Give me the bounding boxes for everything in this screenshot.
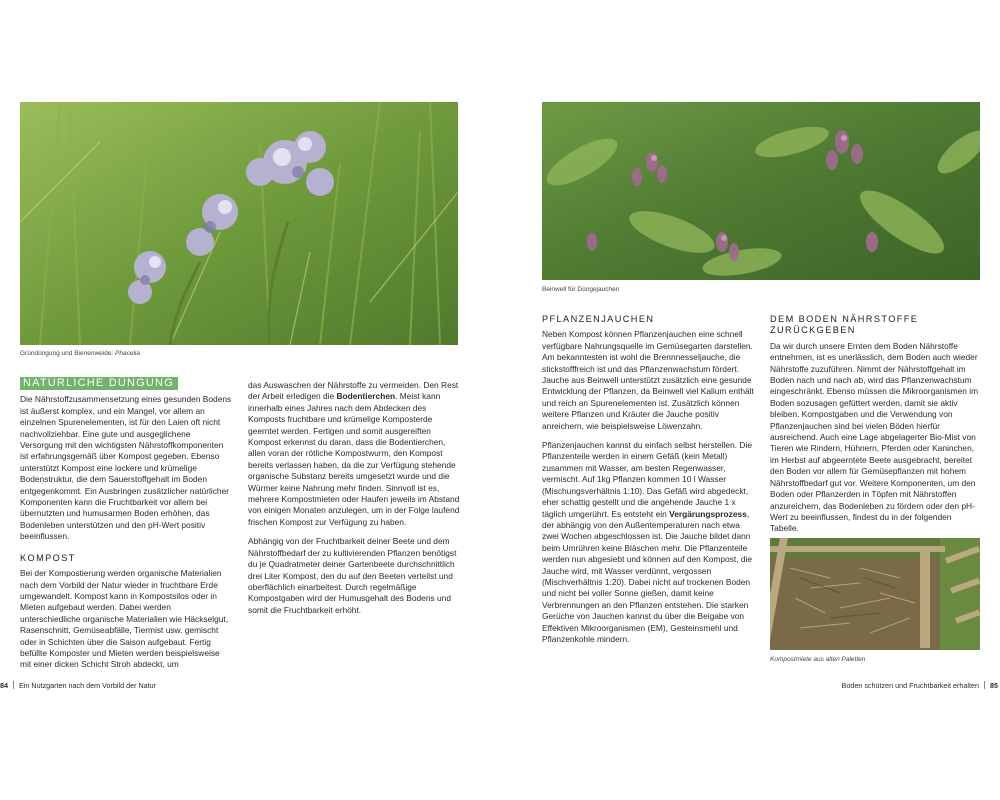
running-title-left: Ein Nutzgarten nach dem Vorbild der Natur [19,681,157,690]
paragraph: Da wir durch unsere Ernten dem Boden Nährstoffe entnehmen, ist es unerlässlich, dem Boden auch wieder Nährstoffe zuzuführen. Nimmt der Nährstoffgehalt im Boden nach und nach ab, wird das Pflanzenwachstum eingeschränkt. Ebenso müssen die Mikroorganismen im Boden sozusagen gefüttert werden, damit sie aktiv bleiben. Kompostgaben und die Verwendung von Pflanzenjauchen sind bei vielen Böden hierfür ausreichend. Auch eine Lage abgelagerter Bio-Mist von Tieren wie Rindern, Hühnern, Pferden oder Kaninchen, im Herbst auf abgeerntete Beete ausgebracht, bereitet den Boden vor allem für Gemüsepflanzen mit hohem Nährstoffbedarf gut vor. Weitere Komponenten, um den Boden oder Pflanzerden in Töpfen mit Nährstoffen anzureichern, das Bodenleben zu fördern oder den pH-Wert zu beeinflussen, findest du in der folgenden Tabelle. [770,340,979,534]
phacelia-photo [20,102,458,345]
beinwell-caption: Beinwell für Düngejauchen [542,286,620,293]
paragraph [542,440,754,645]
paragraph: Die Nährstoffzusammensetzung eines gesunden Bodens ist äußerst komplex, und ein Mangel, vor allem an einzelnen Spurenelementen, ist für den Laien oft nicht nachvollziehbar. Eine gute und ausgeglichene Versorgung mit den wichtigsten Nährstoffkomponenten ist erfahrungsgemäß über Kompost gegeben. Ebenso unterstützt Kompost eine lockere und krümelige Bodenstruktur, die dem Sauerstoffgehalt im Boden entgegenkommt. Ein Ausbringen zusätzlicher natürlicher Komponenten kann die Fruchtbarkeit vor allem bei übernutzten und humusarmen Boden erhöhen, das Bodenleben unterstützen und den pH-Wert positiv beeinflussen. [20,394,232,542]
right-footer [842,681,998,690]
bold-term-bodentierchen: Bodentierchen [336,391,396,402]
compost-pallet-photo [770,538,980,650]
text-run: , der abhängig von den Außentemperaturen nach etwa zwei Wochen abgeschlossen ist. Die Jauche bildet dann beim Umrühren keine Bläschen mehr. Die Pflanzenteile werden nun abgesiebt und können auf den Kompost, die Jauche wird, mit Wasser verdünnt, vergossen (Mischverhältnis 1:20). Dabei nicht auf trockenen Boden und nicht bei voller Sonne gießen, damit keine Verbrennungen an den Pflanzen entstehen. Die starken Gerüche von Jauchen kannst du über die Beigabe von Effektiven Mikroorganismen (EM), Gesteinsmehl und Pflanzenkohle mindern. [542,508,752,644]
heading-natuerliche-duengung: NATÜRLICHE DÜNGUNG [20,377,178,390]
heading-pflanzenjauchen: PFLANZENJAUCHEN [542,314,655,324]
text-run: . Meist kann innerhalb eines Jahres nach dem Abdecken des Komposts fruchtbare und krümelige Komposterde geerntet werden. Fertigen und somit ausgereiften Kompost erkennst du daran, dass die Bodentierchen, allen voran der rötliche Kompostwurm, den Kompost bereits verlassen haben, da die zur Verfügung stehende organische Substanz bereits umgesetzt wurde und die Würmer keine Nahrung mehr finden. Sinnvoll ist es, mehrere Kompostmieten oder Haufen jeweils im Abstand von einigen Monaten anzulegen, um in der Folge laufend frischen Kompost zur Verfügung zu haben. [248,391,460,527]
caption-species: Phacelia [115,350,140,357]
left-column-2 [248,380,460,616]
paragraph: Neben Kompost können Pflanzenjauchen eine schnell verfügbare Nahrungsquelle im Gemüsegarten darstellen. Am bekanntesten ist wohl die Brennnesseljauche, die stickstofffreich ist und das Pflanzenwachstum fördert. Jauche aus Beinwell unterstützt zusätzlich eine gesunde Entwicklung der Pflanzen, da Beinwell viel Kalium enthält und reich an Spurenelementen ist. Zusätzlich können weitere Pflanzen und Kräuter die Jauche positiv anreichern, wie beispielsweise Löwenzahn. [542,329,754,431]
beinwell-photo [542,102,980,280]
paragraph: Abhängig von der Fruchtbarkeit deiner Beete und dem Nährstoffbedarf der zu kultivierenden Pflanzen benötigst du je Quadratmeter deiner Gartenbeete durchschnittlich drei Liter Kompost, den du auf den Beeten verteilst und oberflächlich einarbeitest. Durch regelmäßige Kompostgaben wird der Humusgehalt des Bodens und somit die Fruchtbarkeit erhöht. [248,536,457,615]
paragraph: Bei der Kompostierung werden organische Materialien nach dem Vorbild der Natur wieder in fruchtbare Erde umgewandelt. Kompost kann in Kompostsilos oder in Mieten aufgebaut werden. Dabei werden unterschiedliche organische Materialien wie Häckselgut, Rasenschnitt, Gemüseabfälle, Tiermist usw. gemischt oder in Schichten über die Saison aufgebaut. Fertig befüllte Komposter und Mieten werden beispielsweise mit einer dicken Schicht Stroh abdeckt, um [20,568,229,670]
footer-divider [13,681,14,689]
page-number-left: 84 [0,681,8,690]
footer-divider [984,681,985,689]
heading-kompost: KOMPOST [20,552,76,563]
compost-caption: Kompostmiete aus alten Paletten [770,656,866,663]
right-column-1 [542,314,754,645]
paragraph [248,380,460,528]
left-column-1 [20,377,232,671]
bold-term-vergaerungsprozess: Vergärungsprozess [669,508,747,519]
left-footer [0,681,156,690]
text-run: das Auswaschen der Nährstoffe zu vermeiden. Den Rest der Arbeit erledigen die [248,380,459,402]
heading-dem-boden-naehrstoffe-zurueckgeben: DEM BODEN NÄHRSTOFFE ZURÜCKGEBEN [770,314,919,336]
caption-text: Gründüngung und Bienenweide: [20,350,116,357]
right-column-2 [770,314,982,535]
text-run: Pflanzenjauchen kannst du einfach selbst herstellen. Die Pflanzenteile werden in einem Gefäß (kein Metall) zusammen mit Wasser, am besten Regenwasser, vermischt. Auf 1kg Pflanzen kommen 10 l Wasser (Mischungsverhältnis 1:10). Das Gefäß wird abgedeckt, eher schattig gestellt und die angehende Jauche 1 x täglich umgerührt. Es entsteht ein [542,440,752,519]
page-number-right: 85 [990,681,998,690]
phacelia-caption [20,350,140,357]
running-title-right: Boden schützen und Fruchtbarkeit erhalten [841,681,979,690]
